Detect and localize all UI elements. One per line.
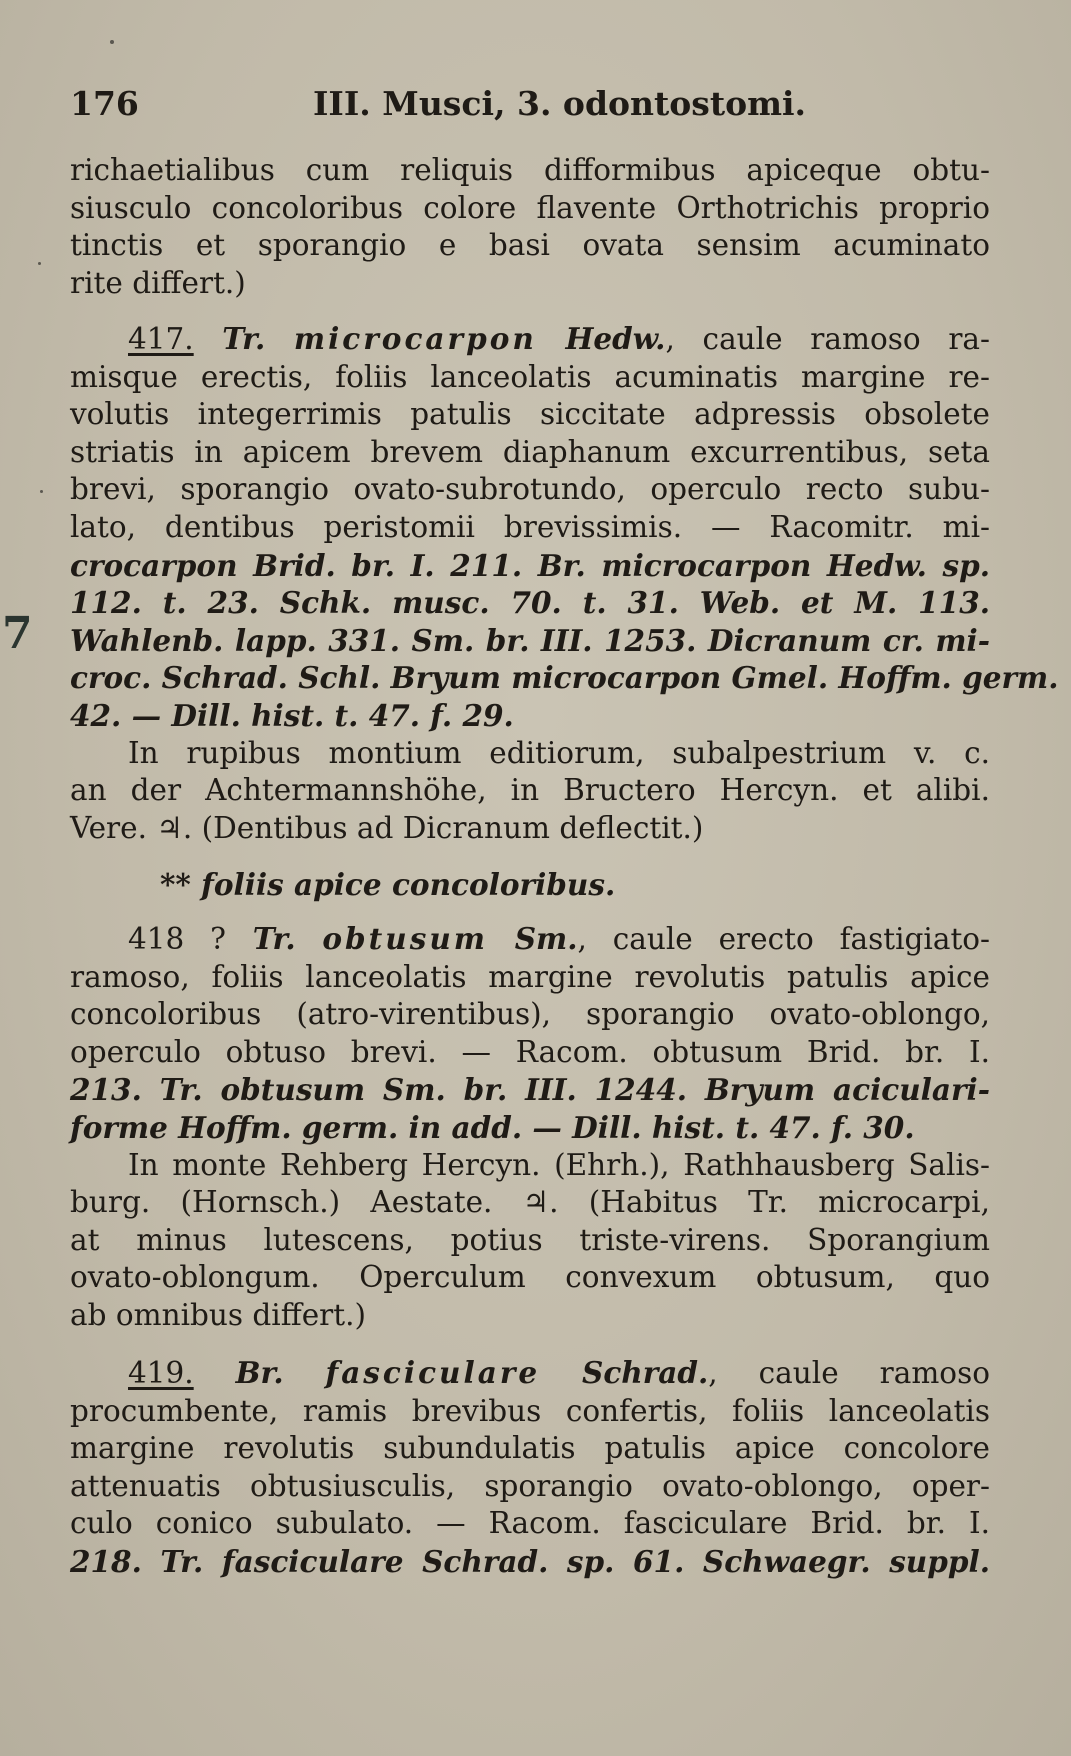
continuation-paragraph xyxy=(70,152,990,302)
text-line: siusculo concoloribus colore flavente Orthotrichis proprio xyxy=(70,190,990,225)
entry-419 xyxy=(70,1354,990,1581)
page-number: 176 xyxy=(70,84,139,123)
section-subheading xyxy=(70,866,990,904)
synonymy-line: 42. — Dill. hist. t. 47. f. 29. xyxy=(70,697,514,733)
entry-title-line: 418 ? Tr. obtusum Sm., caule erecto fastigiato- xyxy=(128,921,991,956)
text-line: brevi, sporangio ovato-subrotundo, operculo recto subu- xyxy=(70,472,990,507)
habitat-line: burg. (Hornsch.) Aestate. ♃. (Habitus Tr. microcarpi, xyxy=(70,1185,990,1220)
entry-title-line: 417. Tr. microcarpon Hedw., caule ramoso ra- xyxy=(128,321,990,356)
habitat-line: at minus lutescens, potius triste-virens. Sporangium xyxy=(70,1222,990,1257)
habitat-line: In rupibus montium editiorum, subalpestrium v. c. xyxy=(128,735,990,770)
habitat-line: Vere. ♃. (Dentibus ad Dicranum deflectit.) xyxy=(70,810,704,845)
running-title: III. Musci, 3. odontostomi. xyxy=(313,84,807,123)
text-line: concoloribus (atro-virentibus), sporangio ovato-oblongo, xyxy=(70,997,990,1032)
text-line: misque erectis, foliis lanceolatis acuminatis margine re- xyxy=(70,359,990,394)
text-line: richaetialibus cum reliquis difformibus apiceque obtu- xyxy=(70,153,990,187)
species-author: Sm. xyxy=(488,921,578,956)
synonymy-line: Wahlenb. lapp. 331. Sm. br. III. 1253. Dicranum cr. mi- xyxy=(70,622,990,658)
synonymy-line: croc. Schrad. Schl. Bryum microcarpon Gmel. Hoffm. germ. xyxy=(70,660,1059,696)
text-line: rite differt.) xyxy=(70,265,246,300)
ink-speck xyxy=(40,490,43,493)
synonymy-line: 112. t. 23. Schk. musc. 70. t. 31. Web. et M. 113. xyxy=(70,585,990,621)
text-line: striatis in apicem brevem diaphanum excurrentibus, seta xyxy=(70,434,990,469)
text-line: procumbente, ramis brevibus confertis, foliis lanceolatis xyxy=(70,1393,990,1428)
species-author: Schrad. xyxy=(540,1355,709,1390)
synonymy-line: crocarpon Brid. br. I. 211. Br. microcarpon Hedw. sp. xyxy=(70,547,990,583)
text-line: attenuatis obtusiusculis, sporangio ovato-oblongo, oper- xyxy=(70,1468,990,1503)
entry-418 xyxy=(70,920,990,1335)
species-name: fasciculare xyxy=(325,1355,541,1390)
entry-title-line: 419. Br. fasciculare Schrad., caule ramoso xyxy=(128,1355,990,1390)
text-line: volutis integerrimis patulis siccitate adpressis obsolete xyxy=(70,397,990,432)
text-line: operculo obtuso brevi. — Racom. obtusum Brid. br. I. xyxy=(70,1034,990,1069)
entry-417 xyxy=(70,320,1059,847)
ink-speck xyxy=(38,262,41,265)
habitat-line: ab omnibus differt.) xyxy=(70,1297,366,1332)
entry-number: 418 ? xyxy=(128,922,226,956)
margin-pencil-mark: 7 xyxy=(2,608,33,659)
text-line: ramoso, foliis lanceolatis margine revolutis patulis apice xyxy=(70,959,990,994)
synonymy-line: forme Hoffm. germ. in add. — Dill. hist. t. 47. f. 30. xyxy=(70,1109,915,1145)
species-name: microcarpon xyxy=(293,321,537,356)
ink-speck xyxy=(110,40,114,44)
habitat-line: an der Achtermannshöhe, in Bructero Hercyn. et alibi. xyxy=(70,773,990,808)
entry-number: 417. xyxy=(128,322,194,356)
entry-number: 419. xyxy=(128,1356,194,1390)
page-header xyxy=(68,78,1008,128)
text-line: culo conico subulato. — Racom. fasciculare Brid. br. I. xyxy=(70,1506,990,1541)
synonymy-line: 213. Tr. obtusum Sm. br. III. 1244. Bryum aciculari- xyxy=(70,1072,990,1108)
synonymy-line: 218. Tr. fasciculare Schrad. sp. 61. Schwaegr. suppl. xyxy=(70,1543,990,1579)
habitat-line: In monte Rehberg Hercyn. (Ehrh.), Rathhausberg Salis- xyxy=(128,1147,990,1182)
species-author: Hedw. xyxy=(536,321,666,356)
text-line: tinctis et sporangio e basi ovata sensim acuminato xyxy=(70,228,990,263)
text-line: margine revolutis subundulatis patulis apice concolore xyxy=(70,1431,990,1466)
habitat-line: ovato-oblongum. Operculum convexum obtusum, quo xyxy=(70,1260,990,1295)
species-name: obtusum xyxy=(322,921,489,956)
subheading-text: ** foliis apice concoloribus. xyxy=(160,867,616,902)
text-line: lato, dentibus peristomii brevissimis. — Racomitr. mi- xyxy=(70,509,990,544)
